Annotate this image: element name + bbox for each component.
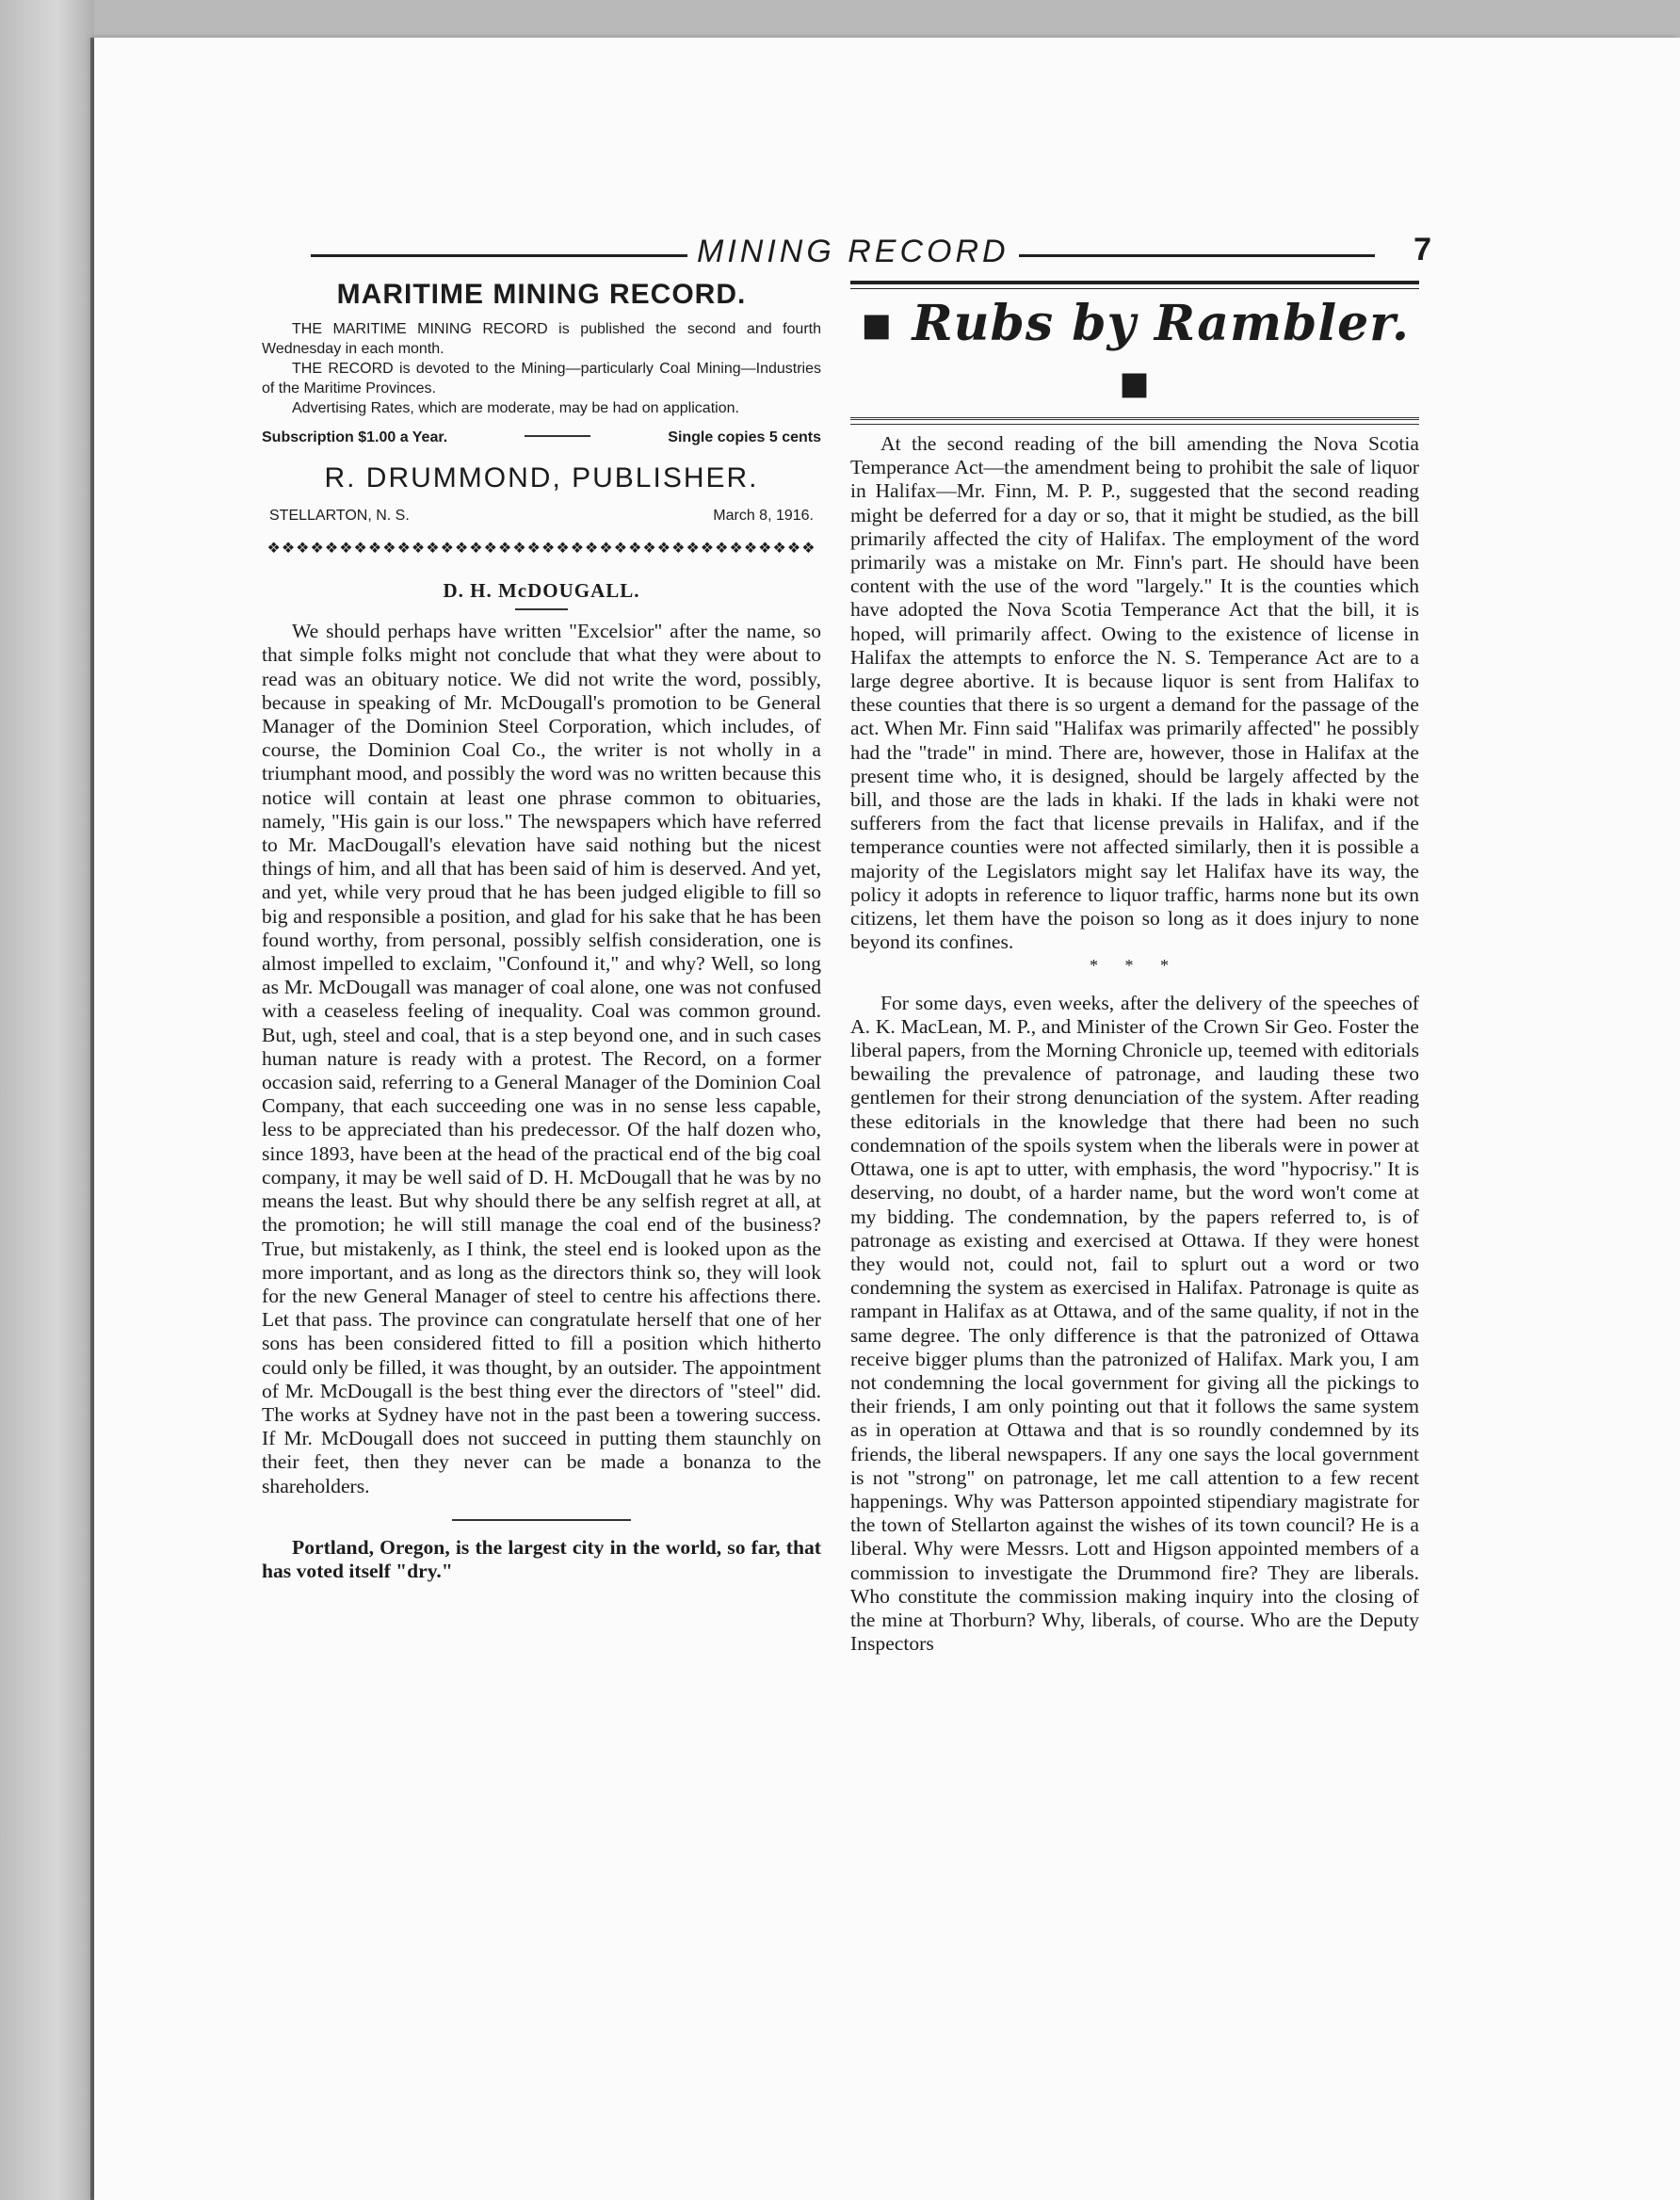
rubs-paragraph-patronage: For some days, even weeks, after the delivery of the speeches of A. K. MacLean, M. P., and Minister of the Crown Sir Geo. Foster the liberal papers, from the Morning Chronicle up, teemed with editorials bewailing the prevalence of patronage, and lauding these two gentlemen for their strong denunciation of the system. After reading these editorials in the knowledge that there had been no such condemnation of the spoils system when the liberals were in power at Ottawa, one is apt to utter, with emphasis, the word "hypocrisy." It is deserving, no doubt, of a harder name, but the word won't come at my bidding. The condemnation, by the papers referred to, is of patronage as existing and exercised at Ottawa. If they were honest they would not, could not, fail to splurt out a word or two condemning the system as exercised in Halifax. Patronage is quite as rampant in Halifax as at Ottawa, and of the same quality, if not in the same degree. The only difference is that the patronized of Ottawa receive bigger plums than the patronized of Halifax. Mark you, I am not condemning the local government for giving all the pickings to their friends, I am only pointing out that it follows the same system as in operation at Ottawa and that is so roundly condemned by its friends, the liberal newspapers. If any one says the local government is not "strong" on patronage, let me call attention to a few recent happenings. Why was Patterson appointed stipendiary magistrate for the town of Stellarton against the wishes of its town council? He is a liberal. Why were Messrs. Lott and Higson appointed members of a commission to investigate the Drummond fire? They are liberals. Who constitute the commission making inquiry into the closing of the mine at Thorburn? Why, liberals, of course. Who are the Deputy Inspectors (850, 991, 1419, 1656)
right-column (850, 281, 1419, 1656)
column-rule-top (850, 281, 1419, 284)
portland-note: Portland, Oregon, is the largest city in the world, so far, that has voted itself "dry." (262, 1535, 821, 1582)
title-rule (515, 608, 568, 610)
subscription-dash (525, 435, 590, 437)
issue-date: March 8, 1916. (713, 507, 814, 524)
section-stars: * * * (1090, 956, 1180, 976)
masthead-title: MARITIME MINING RECORD. (336, 279, 747, 310)
rubs-title-text: Rubs by Rambler. (912, 295, 1410, 352)
publisher-line: R. DRUMMOND, PUBLISHER. (324, 462, 759, 494)
running-header (311, 232, 1431, 273)
place: STELLARTON, N. S. (269, 507, 410, 524)
subscription-line (262, 426, 821, 449)
ornament-divider: ❖❖❖❖❖❖❖❖❖❖❖❖❖❖❖❖❖❖❖❖❖❖❖❖❖❖❖❖❖❖❖❖❖❖❖❖❖❖ (267, 540, 816, 557)
article-body-mcdougall: We should perhaps have written "Excelsior" after the name, so that simple folks might not conclude that what they were about to read was an obituary notice. We did not write the word, possibly, because in speaking of Mr. McDougall's promotion to be General Manager of the Dominion Steel Corporation, which includes, of course, the Dominion Coal Co., the writer is not wholly in a triumphant mood, and possibly the word was no written because this notice will contain at least one phrase common to obituaries, namely, "His gain is our loss." The newspapers which have referred to Mr. MacDougall's elevation have said nothing but the nicest things of him, and all that has been said of him is deserved. And yet, and yet, while very proud that he has been judged eligible to fill so big and responsible a position, and glad for his sake that he has been found worthy, from personal, possibly selfish consideration, one is almost impelled to exclaim, "Confound it," and why? Well, so long as Mr. McDougall was manager of coal alone, one was not confused with a ceaseless feeling of inequality. Coal was common ground. But, ugh, steel and coal, that is a step beyond one, and in such cases human nature is ready with a protest. The Record, on a former occasion said, referring to a General Manager of the Dominion Coal Company, that each succeeding one was in no sense less capable, less to be appreciated than his predecessor. Of the half dozen who, since 1893, have been at the head of the practical end of the big coal company, it may be well said of D. H. McDougall that he was by no means the least. But why should there be any selfish regret at all, at the promotion; he will still manage the coal end of the business? True, but mistakenly, as I think, the steel end is looked upon as the more important, and as long as the directors think so, they will look for the new General Manager of steel to centre his affections there. Let that pass. The province can congratulate herself that one of her sons has been considered fitted to fill a position which hitherto could only be filled, it was thought, by an outsider. The appointment of Mr. McDougall is the best thing ever the directors of "steel" did. The works at Sydney have not in the past been a towering success. If Mr. McDougall does not succeed in putting them staunchly on their feet, then they never can be made a bonanza to the shareholders. (262, 620, 821, 1497)
masthead-note-publication: THE MARITIME MINING RECORD is published the second and fourth Wednesday in each month. (262, 321, 821, 358)
rubs-paragraph-temperance: At the second reading of the bill amending the Nova Scotia Temperance Act—the amendment being to prohibit the sale of liquor in Halifax—Mr. Finn, M. P. P., suggested that the second reading might be deferred for a day or so, that it might be studied, as the bill primarily affected the city of Halifax. The employment of the word primarily was a mistake on Mr. Finn's part. He should have been content with the use of the word "largely." It is the counties which have adopted the Nova Scotia Temperance Act that the bill, it is hoped, will primarily affect. Owing to the existence of license in Halifax the attempts to enforce the N. S. Temperance Act are to a large degree abortive. It is because liquor is sent from Halifax to these counties that there is so urgent a demand for the passage of the act. When Mr. Finn said "Halifax was primarily affected" he possibly had the "trade" in mind. There are, however, those in Halifax at the present time who, it is designed, should be largely affected by the bill, and those are the lads in khaki. If the lads in khaki were not sufferers from the fact that license prevails in Halifax, and if the temperance counties were not affected similarly, then it is possible a majority of the Legislators might say let Halifax have its way, the policy it adopts in reference to liquor traffic, harms none but its own citizens, let them have the poison so long as it does injury to none beyond its confines. (850, 432, 1419, 954)
rubs-title: ▪ Rubs by Rambler. ▪ (860, 295, 1410, 411)
subscription-price: Subscription $1.00 a Year. (262, 429, 448, 446)
left-column (262, 279, 821, 1583)
page-number: 7 (1413, 232, 1431, 267)
dateline (262, 504, 821, 527)
running-title: MINING RECORD (687, 234, 1019, 270)
single-copy-price: Single copies 5 cents (668, 429, 821, 446)
scan-left-edge (0, 0, 94, 2200)
article-title-mcdougall: D. H. McDOUGALL. (443, 579, 640, 603)
column-rule-top-thin (850, 288, 1419, 289)
masthead-note-advertising: Advertising Rates, which are moderate, may be had on application. (292, 400, 739, 417)
masthead-note-devoted: THE RECORD is devoted to the Mining—particularly Coal Mining—Industries of the Maritime Provinces. (262, 361, 821, 397)
rubs-title-rule (850, 417, 1419, 425)
section-rule (452, 1519, 631, 1521)
